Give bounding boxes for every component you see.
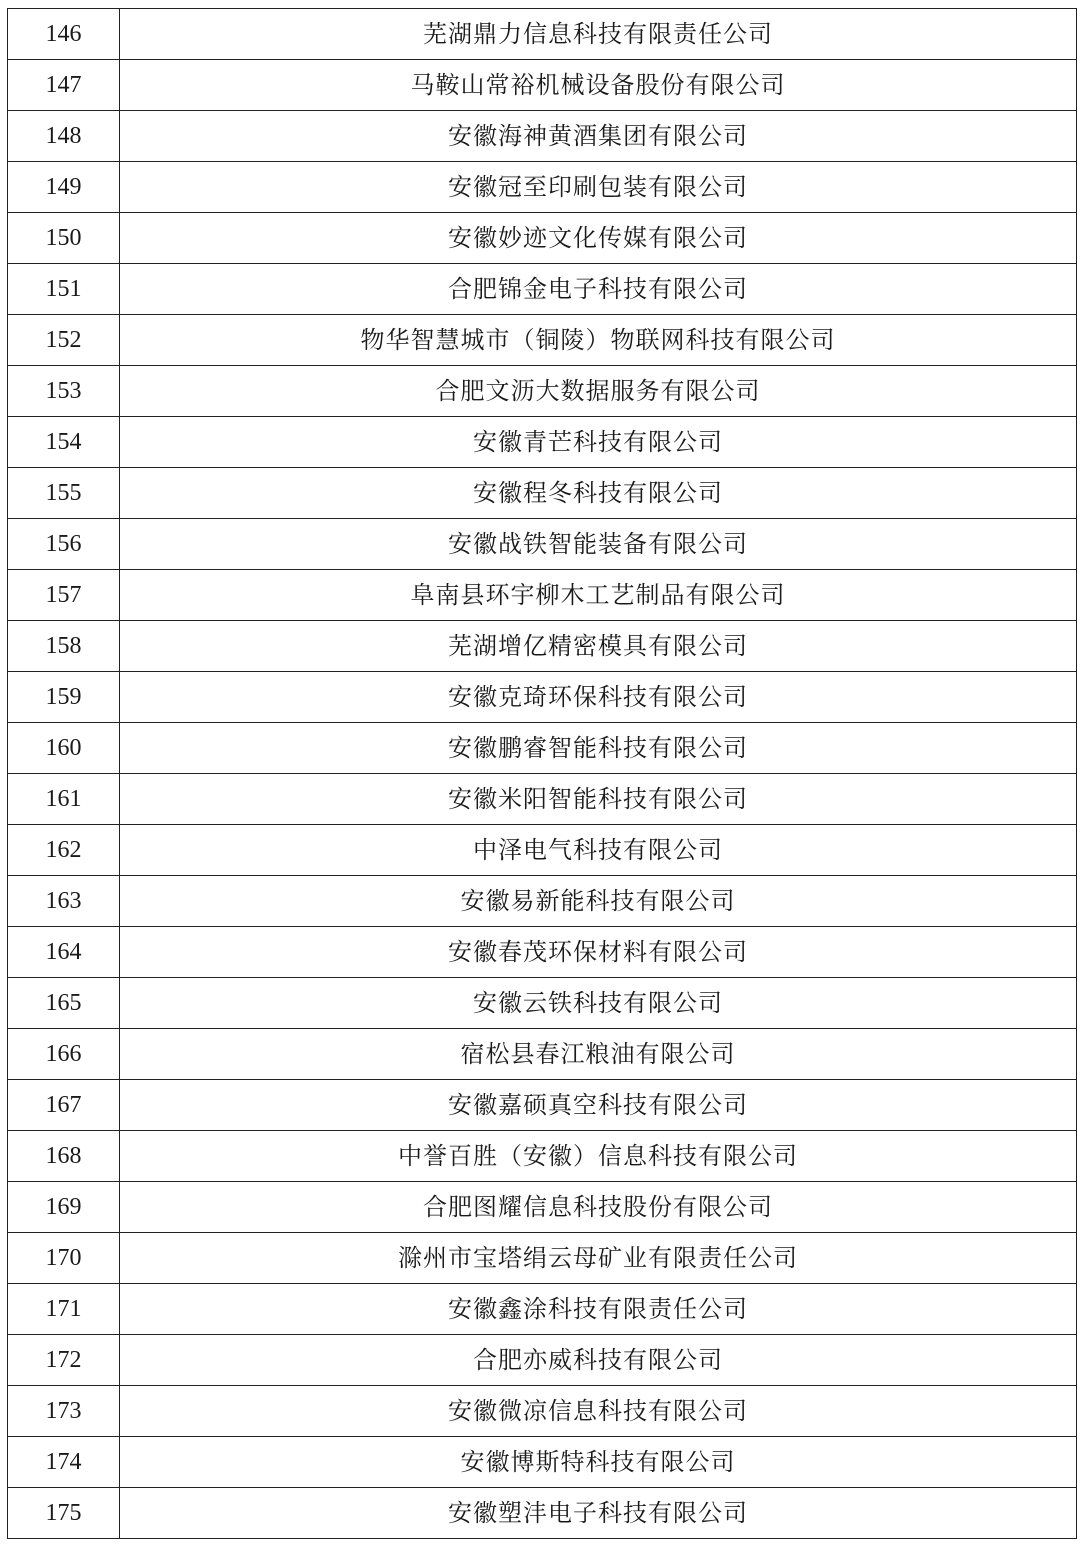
table-row [8, 1386, 1077, 1437]
row-number-cell: 168 [8, 1131, 120, 1182]
table-row [8, 366, 1077, 417]
row-number-cell: 156 [8, 519, 120, 570]
company-name-cell: 滁州市宝塔绢云母矿业有限责任公司 [120, 1233, 1077, 1284]
row-number-cell: 147 [8, 60, 120, 111]
company-name-cell: 安徽春茂环保材料有限公司 [120, 927, 1077, 978]
table-row [8, 876, 1077, 927]
company-name-cell: 马鞍山常裕机械设备股份有限公司 [120, 60, 1077, 111]
row-number-cell: 162 [8, 825, 120, 876]
table-row [8, 825, 1077, 876]
table-row [8, 1029, 1077, 1080]
table-row [8, 774, 1077, 825]
row-number-cell: 175 [8, 1488, 120, 1539]
table-row [8, 1080, 1077, 1131]
table-row [8, 723, 1077, 774]
table-row [8, 1182, 1077, 1233]
company-name-cell: 中泽电气科技有限公司 [120, 825, 1077, 876]
row-number-cell: 148 [8, 111, 120, 162]
row-number-cell: 166 [8, 1029, 120, 1080]
company-name-cell: 芜湖增亿精密模具有限公司 [120, 621, 1077, 672]
company-name-cell: 阜南县环宇柳木工艺制品有限公司 [120, 570, 1077, 621]
row-number-cell: 172 [8, 1335, 120, 1386]
row-number-cell: 150 [8, 213, 120, 264]
company-name-cell: 安徽嘉硕真空科技有限公司 [120, 1080, 1077, 1131]
company-name-cell: 合肥文沥大数据服务有限公司 [120, 366, 1077, 417]
row-number-cell: 165 [8, 978, 120, 1029]
company-name-cell: 安徽战铁智能装备有限公司 [120, 519, 1077, 570]
table-row [8, 570, 1077, 621]
table-row [8, 672, 1077, 723]
company-name-cell: 安徽鹏睿智能科技有限公司 [120, 723, 1077, 774]
company-name-cell: 安徽妙迹文化传媒有限公司 [120, 213, 1077, 264]
table-row [8, 621, 1077, 672]
row-number-cell: 170 [8, 1233, 120, 1284]
company-name-cell: 安徽青芒科技有限公司 [120, 417, 1077, 468]
company-name-cell: 合肥图耀信息科技股份有限公司 [120, 1182, 1077, 1233]
company-name-cell: 安徽冠至印刷包装有限公司 [120, 162, 1077, 213]
row-number-cell: 161 [8, 774, 120, 825]
company-name-cell: 合肥锦金电子科技有限公司 [120, 264, 1077, 315]
company-name-cell: 安徽微凉信息科技有限公司 [120, 1386, 1077, 1437]
company-name-cell: 中誉百胜（安徽）信息科技有限公司 [120, 1131, 1077, 1182]
company-name-cell: 安徽海神黄酒集团有限公司 [120, 111, 1077, 162]
row-number-cell: 152 [8, 315, 120, 366]
company-name-cell: 安徽云铁科技有限公司 [120, 978, 1077, 1029]
table-row [8, 315, 1077, 366]
table-row [8, 1284, 1077, 1335]
row-number-cell: 167 [8, 1080, 120, 1131]
table-row [8, 111, 1077, 162]
table-row [8, 213, 1077, 264]
row-number-cell: 163 [8, 876, 120, 927]
table-row [8, 162, 1077, 213]
company-list-body [8, 9, 1077, 1539]
company-name-cell: 合肥亦威科技有限公司 [120, 1335, 1077, 1386]
company-list-table [7, 8, 1077, 1539]
row-number-cell: 169 [8, 1182, 120, 1233]
row-number-cell: 174 [8, 1437, 120, 1488]
row-number-cell: 158 [8, 621, 120, 672]
company-name-cell: 安徽塑沣电子科技有限公司 [120, 1488, 1077, 1539]
table-row [8, 468, 1077, 519]
company-name-cell: 安徽鑫涂科技有限责任公司 [120, 1284, 1077, 1335]
company-name-cell: 安徽程冬科技有限公司 [120, 468, 1077, 519]
table-row [8, 1488, 1077, 1539]
table-row [8, 519, 1077, 570]
row-number-cell: 149 [8, 162, 120, 213]
table-row [8, 978, 1077, 1029]
company-name-cell: 安徽易新能科技有限公司 [120, 876, 1077, 927]
row-number-cell: 171 [8, 1284, 120, 1335]
company-name-cell: 安徽博斯特科技有限公司 [120, 1437, 1077, 1488]
table-row [8, 264, 1077, 315]
table-row [8, 417, 1077, 468]
table-row [8, 1233, 1077, 1284]
company-name-cell: 芜湖鼎力信息科技有限责任公司 [120, 9, 1077, 60]
company-name-cell: 安徽米阳智能科技有限公司 [120, 774, 1077, 825]
row-number-cell: 159 [8, 672, 120, 723]
row-number-cell: 155 [8, 468, 120, 519]
row-number-cell: 151 [8, 264, 120, 315]
table-row [8, 9, 1077, 60]
row-number-cell: 154 [8, 417, 120, 468]
row-number-cell: 146 [8, 9, 120, 60]
company-name-cell: 安徽克琦环保科技有限公司 [120, 672, 1077, 723]
table-row [8, 1131, 1077, 1182]
row-number-cell: 157 [8, 570, 120, 621]
company-name-cell: 宿松县春江粮油有限公司 [120, 1029, 1077, 1080]
table-row [8, 1437, 1077, 1488]
table-row [8, 927, 1077, 978]
company-name-cell: 物华智慧城市（铜陵）物联网科技有限公司 [120, 315, 1077, 366]
table-row [8, 1335, 1077, 1386]
row-number-cell: 153 [8, 366, 120, 417]
row-number-cell: 160 [8, 723, 120, 774]
row-number-cell: 164 [8, 927, 120, 978]
row-number-cell: 173 [8, 1386, 120, 1437]
table-row [8, 60, 1077, 111]
